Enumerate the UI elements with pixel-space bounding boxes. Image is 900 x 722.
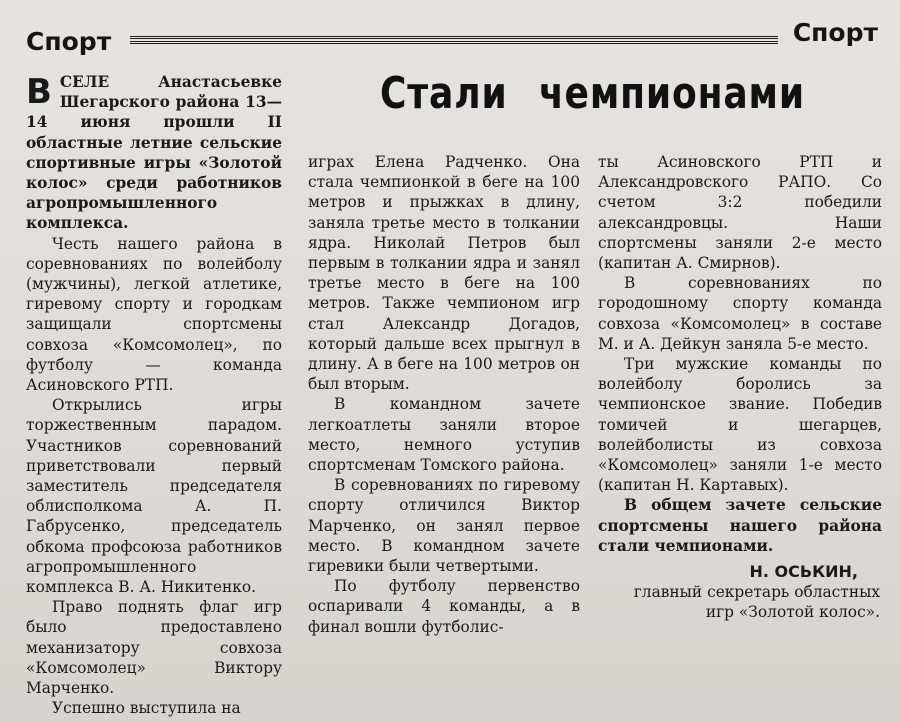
lead-paragraph bbox=[26, 72, 282, 234]
paragraph: Открылись игры торжественным парадом. Участников соревнований приветствовали первый заместитель председателя облисполкома А. П. Габрусенко, председатель обкома профсоюза работников агропромышленного комплекса В. А. Никитенко. bbox=[26, 396, 282, 597]
paragraph: По футболу первенство оспаривали 4 команды, а в финал вошли футболис- bbox=[308, 577, 580, 636]
column-3 bbox=[598, 152, 882, 623]
paragraph: Три мужские команды по волейболу боролись за чемпионское звание. Победив томичей и шегарцев, волейболисты из совхоза «Комсомолец» заняли 1-е место (капитан Н. Картавых). bbox=[598, 355, 882, 495]
section-label-right: Спорт bbox=[792, 18, 878, 47]
paragraph: Право поднять флаг игр было предоставлено механизатору совхоза «Комсомолец» Виктору Марченко. bbox=[26, 598, 282, 698]
lead-text: СЕЛЕ Анастасьевке Шегарского района 13—14 июня прошли II областные летние сельские спортивные игры «Золотой колос» среди работников агропромышленного комплекса. bbox=[26, 73, 282, 233]
paragraph: Честь нашего района в соревнованиях по волейболу (мужчины), легкой атлетике, гиревому спорту и городкам защищали спортсмены совхоза «Комсомолец», по футболу — команда Асиновского РТП. bbox=[26, 234, 282, 395]
column-1 bbox=[26, 72, 282, 719]
conclusion-paragraph: В общем зачете сельские спортсмены нашего района стали чемпионами. bbox=[598, 496, 882, 555]
column-2 bbox=[308, 152, 580, 637]
paragraph: играх Елена Радченко. Она стала чемпионкой в беге на 100 метров и прыжках в длину, заняла третье место в толкании ядра. Николай Петров был первым в толкании ядра и занял третье место в беге на 100 метров. Также чемпионом игр стал Александр Догадов, который дальше всех прыгнул в длину. А в беге на 100 метров он был вторым. bbox=[308, 153, 580, 394]
paragraph: В командном зачете легкоатлеты заняли второе место, немного уступив спортсменам Томского района. bbox=[308, 395, 580, 475]
paragraph: В соревнованиях по городошному спорту команда совхоза «Комсомолец» в составе М. и А. Дейкун заняла 5-е место. bbox=[598, 274, 882, 353]
paragraph: В соревнованиях по гиревому спорту отличился Виктор Марченко, он занял первое место. В командном зачете гиревики были четвертыми. bbox=[308, 476, 580, 576]
header-rule bbox=[130, 36, 778, 42]
article-headline: Стали чемпионами bbox=[380, 68, 805, 119]
author-signature: Н. ОСЬКИН, bbox=[749, 562, 858, 582]
author-title: главный секретарь областных игр «Золотой колос». bbox=[633, 583, 880, 622]
section-label-left: Спорт bbox=[26, 27, 112, 56]
paragraph: ты Асиновского РТП и Александровского РАПО. Со счетом 3:2 победили александровцы. Наши спортсмены заняли 2-е место (капитан А. Смирнов). bbox=[598, 153, 882, 273]
paragraph: Успешно выступила на bbox=[52, 699, 241, 718]
drop-cap: В bbox=[26, 72, 52, 112]
